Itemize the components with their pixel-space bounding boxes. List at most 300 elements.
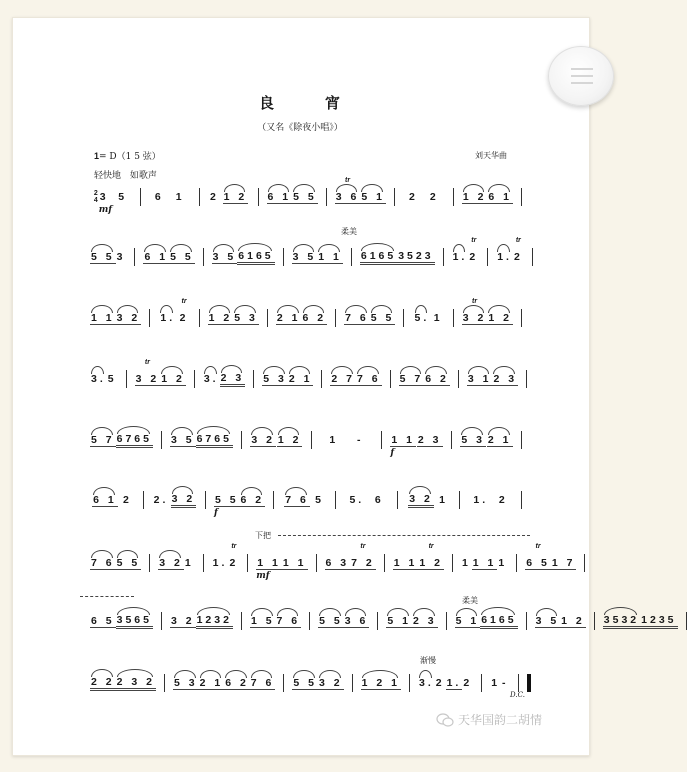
measure <box>90 676 156 691</box>
trill-mark: tr <box>472 297 478 305</box>
note-group <box>455 615 481 628</box>
note-text: 2 1 <box>288 372 313 385</box>
measure <box>282 494 327 507</box>
title-char-1: 良 <box>258 94 275 112</box>
note-group <box>284 494 310 507</box>
bar-line <box>452 554 453 572</box>
dynamic-mark: f <box>390 447 395 458</box>
note-text: 7 6 <box>91 556 115 569</box>
note-text: 6165 <box>238 249 274 262</box>
bar-line <box>521 491 522 509</box>
bar-line <box>199 309 200 327</box>
bar-line <box>516 554 517 572</box>
note-text: 2 <box>210 191 219 203</box>
note-group <box>472 557 498 570</box>
expression-xiaba: 下把 <box>255 531 271 540</box>
note-text: 2 1 <box>276 311 301 324</box>
note-text: - <box>502 677 509 689</box>
note-text: 5. <box>349 494 365 506</box>
measure <box>320 434 373 446</box>
note-group <box>209 191 220 203</box>
note-text: 3 2 <box>409 492 433 505</box>
note-group <box>492 373 518 386</box>
note-text: 6 3 <box>325 556 350 569</box>
measure <box>256 556 307 581</box>
note-group <box>262 373 288 386</box>
note-group <box>360 191 386 204</box>
note-group <box>418 677 435 689</box>
note-group <box>143 251 169 264</box>
trill-mark: tr <box>428 542 434 550</box>
note-text: 2 <box>122 494 132 506</box>
note-text: 1 2 1 <box>361 676 400 689</box>
note-group <box>208 312 234 325</box>
note-group <box>487 312 513 325</box>
note-group <box>490 677 501 689</box>
note-group <box>472 494 489 506</box>
measure <box>90 557 141 570</box>
note-group <box>462 677 473 689</box>
bar-line <box>390 370 391 388</box>
note-group <box>203 373 220 385</box>
note-group <box>386 615 412 628</box>
note-group <box>90 251 116 264</box>
note-text: 5. <box>414 312 430 324</box>
time-signature-top: 2 <box>93 190 98 197</box>
time-signature <box>94 190 98 204</box>
bar-line <box>394 188 395 206</box>
note-group <box>344 312 370 325</box>
note-group <box>370 312 396 325</box>
note-group <box>640 614 677 629</box>
measure <box>603 614 678 629</box>
measure <box>213 493 265 518</box>
note-group <box>435 677 446 689</box>
measure <box>90 373 118 385</box>
watermark <box>436 711 542 728</box>
note-text: 2 <box>469 251 479 263</box>
xiaba-dash-line <box>278 535 530 536</box>
note-text: 1 5 <box>250 614 275 627</box>
note-group <box>438 494 449 506</box>
note-text: 3. <box>418 677 434 689</box>
bar-line <box>352 674 353 692</box>
bar-line <box>521 431 522 449</box>
note-group <box>361 677 401 690</box>
note-group <box>282 557 308 570</box>
bar-line <box>199 188 200 206</box>
measure <box>135 358 186 386</box>
note-group <box>412 615 438 628</box>
note-group <box>344 615 370 628</box>
measure <box>90 614 153 629</box>
note-text: 2 <box>409 191 418 203</box>
bar-line <box>194 370 195 388</box>
bar-line <box>164 674 165 692</box>
note-group <box>159 312 176 324</box>
note-text: 2 3 <box>493 372 518 385</box>
note-text: 6 <box>154 191 164 203</box>
measure <box>490 677 509 689</box>
note-text: 3 1 <box>467 372 492 385</box>
bar-line <box>481 674 482 692</box>
note-group <box>135 358 161 386</box>
note-text: 1 2 <box>277 433 302 446</box>
bar-line <box>459 491 460 509</box>
measure <box>267 191 318 204</box>
measure <box>467 373 518 386</box>
measure <box>399 373 450 386</box>
note-text: 6165 <box>481 613 517 626</box>
bar-line <box>258 188 259 206</box>
note-text: 6 1 <box>267 190 292 203</box>
bar-line <box>241 612 242 630</box>
note-group <box>250 615 276 628</box>
bar-line <box>381 431 382 449</box>
note-group <box>446 677 463 690</box>
note-group <box>224 677 250 690</box>
note-group <box>233 312 259 325</box>
bar-line <box>594 612 595 630</box>
note-group <box>414 312 431 324</box>
note-group <box>328 434 339 446</box>
note-group <box>116 251 127 263</box>
note-text: 3. <box>91 373 106 385</box>
measure <box>403 191 445 203</box>
note-text: 3 6 <box>335 190 360 203</box>
bar-line <box>451 431 452 449</box>
bar-line <box>273 491 274 509</box>
note-text: 6 1 <box>488 190 513 203</box>
measure <box>386 615 437 628</box>
note-group <box>408 493 434 508</box>
note-text: 1 7 <box>551 556 576 569</box>
bar-line <box>458 370 459 388</box>
note-text: 3 2 <box>159 556 183 569</box>
note-group <box>317 251 343 264</box>
measure <box>212 250 275 265</box>
note-group <box>92 494 118 507</box>
score-line <box>90 237 530 272</box>
note-group <box>184 557 195 569</box>
note-text: 1 <box>329 434 339 446</box>
note-text: 6765 <box>116 432 152 445</box>
note-group <box>228 543 239 569</box>
note-text: 6 1 <box>144 250 169 263</box>
note-text: 5 3 <box>263 372 287 385</box>
measure <box>318 615 369 628</box>
xiaba-dash-line-end <box>80 596 134 597</box>
note-text: 6165 <box>360 249 397 262</box>
note-group <box>256 556 282 581</box>
bar-line <box>203 248 204 266</box>
note-text: 5 7 <box>399 372 424 385</box>
note-text: 3 5 <box>292 250 317 263</box>
dynamic-mark: f <box>213 507 218 518</box>
note-group <box>170 615 196 628</box>
score-line <box>90 358 530 394</box>
note-text: 1. <box>452 251 468 263</box>
measure <box>158 298 190 324</box>
note-text: 6 2 <box>425 372 449 385</box>
note-text: 3 2 <box>319 676 343 689</box>
note-text: 3 2 <box>170 614 195 627</box>
note-text: 5 3 <box>173 676 198 689</box>
note-text: 1 2 <box>208 311 233 324</box>
trill-mark: tr <box>181 298 187 305</box>
note-text: 2. <box>153 494 169 506</box>
measure <box>462 191 513 204</box>
note-text: 1 2 <box>462 190 487 203</box>
note-text: 1. <box>446 676 462 689</box>
expression-rouhe-2: 柔美 <box>462 596 478 605</box>
note-text: 7 6 <box>276 614 301 627</box>
bar-line <box>161 431 162 449</box>
note-text: 5 <box>107 373 117 385</box>
bar-line <box>443 248 444 266</box>
note-group <box>348 494 365 506</box>
note-text: 5 7 <box>91 433 115 446</box>
note-text: 3523 <box>398 249 434 262</box>
measure <box>90 190 132 215</box>
bar-line <box>161 612 162 630</box>
dynamic-mark: mf <box>256 570 270 581</box>
measure <box>90 494 135 507</box>
note-text: 5 1 <box>387 614 411 627</box>
watermark-text: 天华国韵二胡情 <box>458 713 543 727</box>
note-group <box>292 191 318 204</box>
note-group <box>433 312 444 324</box>
note-group <box>116 676 156 691</box>
note-group <box>173 677 199 690</box>
note-group <box>374 494 385 506</box>
measure <box>525 542 576 570</box>
measure <box>496 237 524 263</box>
bar-line <box>384 554 385 572</box>
note-text: 1 <box>175 191 185 203</box>
bar-line <box>326 188 327 206</box>
bar-line <box>253 370 254 388</box>
measure <box>325 542 376 570</box>
note-text: 1. <box>212 557 228 569</box>
measure <box>152 493 197 508</box>
note-text: 2 <box>463 677 473 689</box>
note-group <box>212 557 229 569</box>
key-signature <box>94 149 161 162</box>
expression-jianman: 渐慢 <box>420 656 436 665</box>
measure <box>361 677 401 690</box>
note-group <box>179 298 190 324</box>
key-do: 1 <box>94 151 100 161</box>
bar-line <box>584 554 585 572</box>
note-text: 2 <box>498 494 508 506</box>
bar-line <box>487 248 488 266</box>
measure <box>344 312 395 325</box>
note-group <box>501 677 510 689</box>
note-text: 7 2 <box>351 556 375 569</box>
note-group <box>237 250 274 265</box>
measure <box>360 250 435 265</box>
wechat-icon <box>436 713 454 727</box>
note-text: 3 2 <box>116 311 141 324</box>
note-text: 2 <box>229 557 239 569</box>
note-text: 1 1 <box>257 556 281 569</box>
measure <box>468 494 513 506</box>
measure <box>460 434 513 447</box>
note-text: 1 <box>461 557 471 569</box>
note-text: 7 6 <box>285 493 309 506</box>
note-text: 3 <box>99 191 109 203</box>
note-group <box>424 373 450 386</box>
note-text: 1 1 <box>393 556 418 569</box>
note-group <box>250 677 276 690</box>
note-group <box>480 614 517 629</box>
measure <box>335 176 386 204</box>
score-line <box>90 425 530 458</box>
measure <box>292 677 343 690</box>
final-bar-thin <box>518 674 519 692</box>
measure <box>330 373 381 386</box>
measure <box>208 312 259 325</box>
measure <box>212 543 240 569</box>
note-text: 5 5 <box>319 614 343 627</box>
note-group <box>462 191 488 204</box>
note-group <box>212 251 238 264</box>
note-group <box>98 191 113 215</box>
note-text: - <box>357 434 364 446</box>
measure <box>393 542 444 570</box>
note-text: 6 2 <box>240 493 265 506</box>
measure <box>461 557 508 570</box>
bar-line <box>205 491 206 509</box>
bar-line <box>403 309 404 327</box>
note-text: 3 2 <box>462 311 487 324</box>
score-line <box>90 668 530 698</box>
note-group <box>418 542 444 570</box>
note-text: 7 6 <box>345 311 369 324</box>
menu-icon <box>571 68 593 70</box>
note-text: 1 1 <box>91 311 115 324</box>
note-text: 1 2 <box>161 372 185 385</box>
note-text: 3 5 <box>170 433 195 446</box>
note-group <box>417 434 443 447</box>
trill-mark: tr <box>360 542 366 550</box>
note-text: 2 1 <box>199 676 224 689</box>
note-text: 5 5 <box>293 676 318 689</box>
note-group <box>116 557 142 570</box>
note-group <box>356 373 382 386</box>
note-text: 2 <box>179 312 189 324</box>
note-text: 1 1 <box>318 250 342 263</box>
note-group <box>158 557 184 570</box>
measure <box>250 434 303 447</box>
note-text: 3532 <box>603 613 640 626</box>
measure <box>208 191 250 204</box>
note-text: 2 <box>429 191 439 203</box>
bar-line <box>126 370 127 388</box>
note-group <box>429 191 440 203</box>
note-group <box>460 434 486 447</box>
bar-line <box>446 612 447 630</box>
note-text: 5 5 <box>91 250 115 263</box>
subtitle: （又名《除夜小唱》） <box>257 123 343 133</box>
score-line <box>90 606 677 636</box>
note-text: 3565 <box>116 613 152 626</box>
measure <box>90 251 126 264</box>
note-group <box>107 373 118 385</box>
note-text: 5 5 <box>214 493 239 506</box>
note-text: 3 <box>116 251 126 263</box>
note-group <box>535 615 561 628</box>
bar-line <box>686 612 687 630</box>
measure <box>455 614 518 629</box>
bar-line <box>283 248 284 266</box>
measure <box>143 251 194 264</box>
bar-line <box>321 370 322 388</box>
measure <box>203 372 245 387</box>
note-text: 1 2 <box>419 556 443 569</box>
note-group <box>196 433 233 448</box>
note-group <box>117 191 128 203</box>
measure <box>344 494 389 506</box>
note-text: 5 3 <box>234 311 258 324</box>
note-text: 6 2 <box>302 311 327 324</box>
note-text: 3 5 <box>212 250 237 263</box>
note-text: 5 <box>315 494 324 506</box>
note-text: 5 5 <box>293 190 317 203</box>
note-group <box>220 372 246 387</box>
note-group <box>196 614 233 629</box>
measure <box>406 493 451 508</box>
note-text: 3. <box>203 373 219 385</box>
note-group <box>325 557 351 570</box>
note-group <box>223 191 249 204</box>
note-group <box>390 433 416 458</box>
note-text: 1. <box>473 494 489 506</box>
bar-line <box>311 431 312 449</box>
note-text: 6 2 <box>225 676 249 689</box>
dynamic-mark: mf <box>98 205 113 215</box>
note-text: 1 1 <box>391 433 416 446</box>
note-group <box>90 557 116 570</box>
note-text: 1 1 <box>282 556 307 569</box>
note-text: 1 2 <box>561 614 585 627</box>
bar-line <box>140 188 141 206</box>
measure <box>462 297 513 325</box>
page-title <box>0 92 600 113</box>
trill-mark: tr <box>231 543 237 550</box>
bar-line <box>267 309 268 327</box>
key-rest: = D（1 5 弦） <box>99 152 161 162</box>
note-group <box>292 677 318 690</box>
note-group <box>399 373 425 386</box>
note-group <box>467 373 493 386</box>
note-group <box>90 312 116 325</box>
note-group <box>169 251 195 264</box>
note-text: 1 <box>491 677 501 689</box>
note-group <box>314 494 325 506</box>
measure <box>158 557 194 570</box>
dc-marking: D.C. <box>510 691 525 699</box>
score-line <box>90 297 530 333</box>
measure <box>262 373 313 386</box>
note-group <box>462 297 488 325</box>
note-text: 3 2 <box>251 433 275 446</box>
bar-line <box>335 491 336 509</box>
bar-line <box>134 248 135 266</box>
note-group <box>468 237 479 263</box>
note-text: 6765 <box>196 432 232 445</box>
